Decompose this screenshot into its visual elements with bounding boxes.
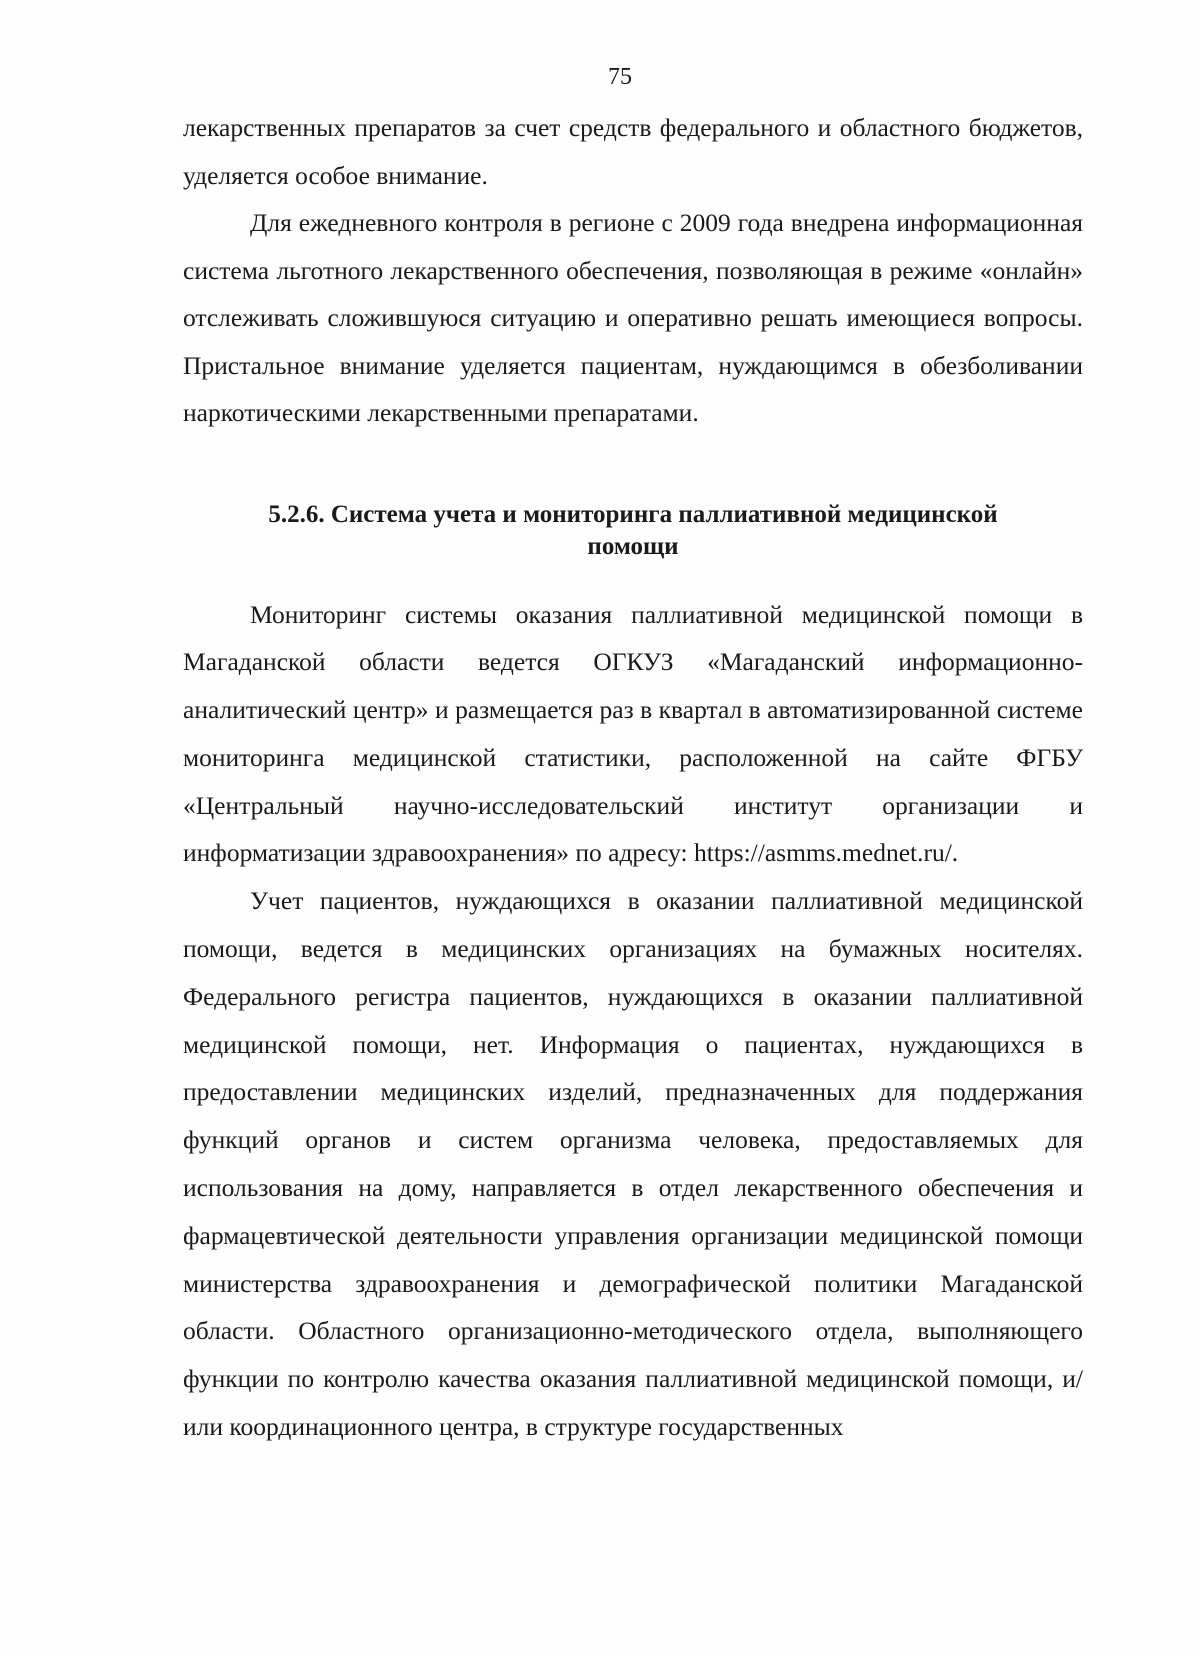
section-heading-line-2: помощи: [587, 532, 679, 560]
section-body: [183, 591, 1083, 1451]
paragraph-monitoring: Мониторинг системы оказания паллиативной медицинской помощи в Магаданской области ведется ОГКУЗ «Магаданский информационно-аналитический центр» и размещается раз в квартал в автоматизированной системе мониторинга медицинской статистики, расположенной на сайте ФГБУ «Центральный научно-исследовательский институт организации и информатизации здравоохранения» по адресу: https://asmms.mednet.ru/.: [183, 599, 1083, 868]
section-heading-line-1: 5.2.6. Система учета и мониторинга паллиативной медицинской: [268, 500, 998, 528]
page-content: [183, 104, 1083, 1451]
section-heading: [183, 499, 1083, 563]
page-number: 75: [608, 64, 632, 90]
continuation-paragraph: лекарственных препаратов за счет средств федерального и областного бюджетов, уделяется особое внимание.: [183, 113, 1083, 190]
paragraph-patient-accounting: Учет пациентов, нуждающихся в оказании паллиативной медицинской помощи, ведется в медицинских организациях на бумажных носителях. Федерального регистра пациентов, нуждающихся в оказании паллиативной медицинской помощи, нет. Информация о пациентах, нуждающихся в предоставлении медицинских изделий, предназначенных для поддержания функций органов и систем организма человека, предоставляемых для использования на дому, направляется в отдел лекарственного обеспечения и фармацевтической деятельности управления организации медицинской помощи министерства здравоохранения и демографической политики Магаданской области. Областного организационно-методического отдела, выполняющего функции по контролю качества оказания паллиативной медицинской помощи, и/или координационного центра, в структуре государственных: [183, 886, 1083, 1442]
paragraph-information-system: Для ежедневного контроля в регионе с 2009 года внедрена информационная система льготного лекарственного обеспечения, позволяющая в режиме «онлайн» отслеживать сложившуюся ситуацию и оперативно решать имеющиеся вопросы. Пристальное внимание уделяется пациентам, нуждающимся в обезболивании наркотическими лекарственными препаратами.: [183, 208, 1083, 427]
